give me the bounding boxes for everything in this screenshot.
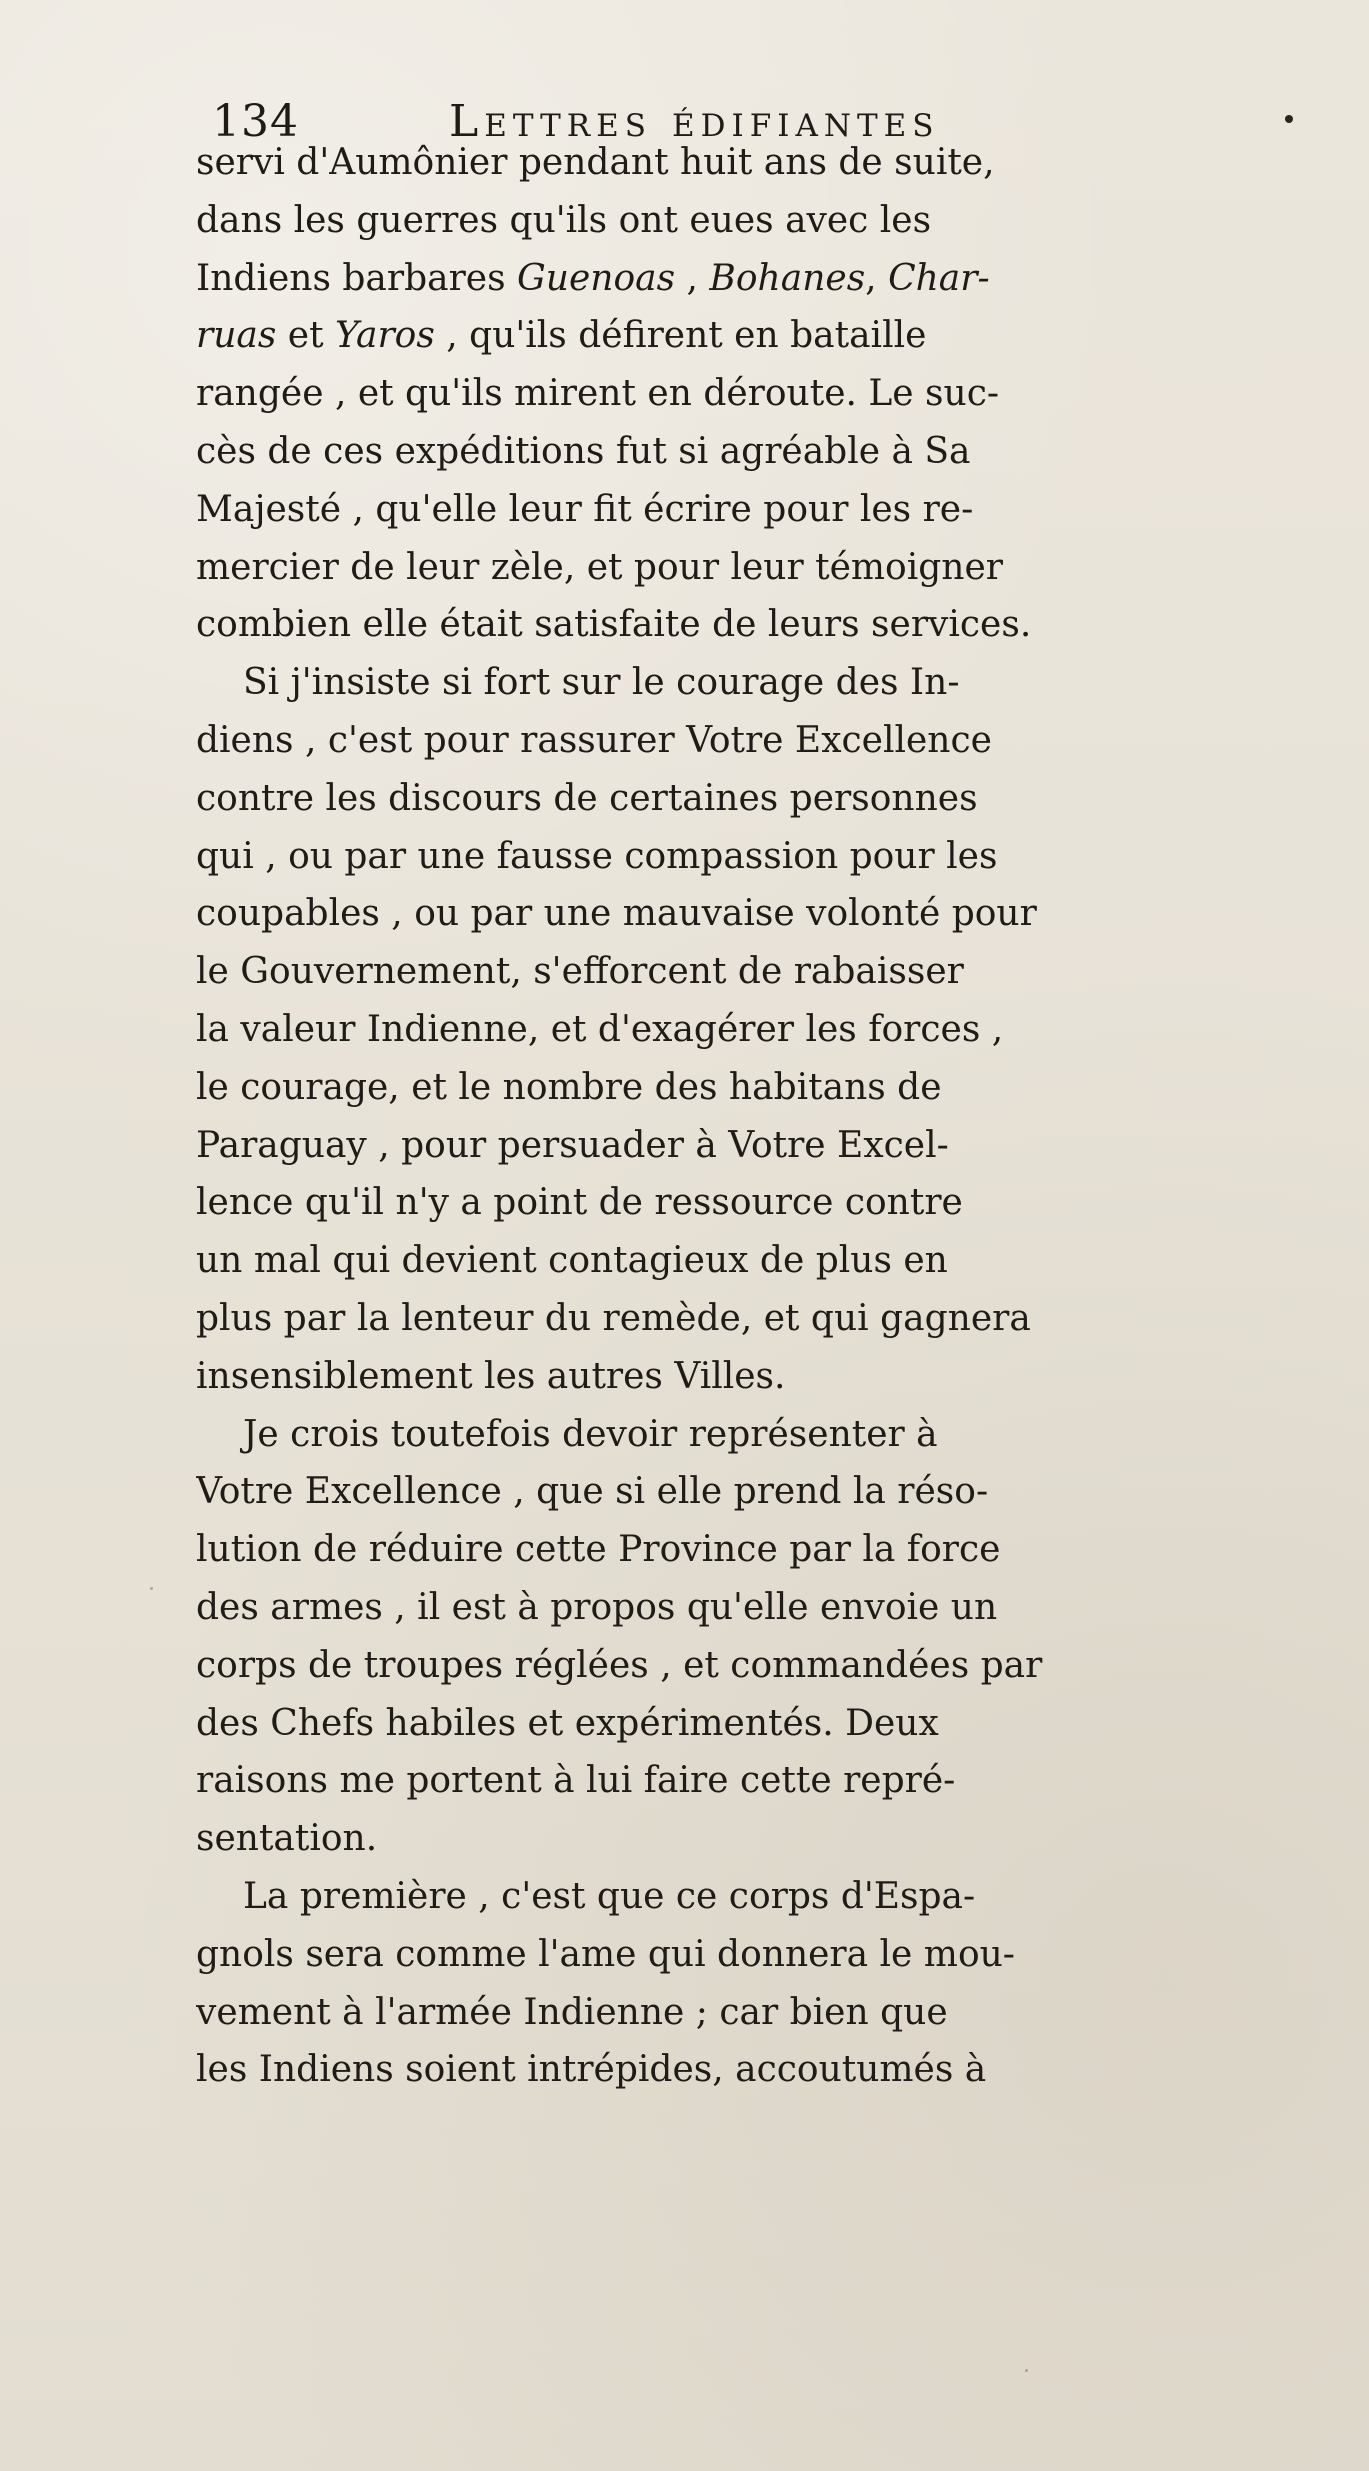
- text-line: lence qu'il n'y a point de ressource contre: [196, 1182, 963, 1224]
- paragraph-start: La première , c'est que ce corps d'Espa-: [243, 1875, 976, 1917]
- text-line: qui , ou par une fausse compassion pour les: [196, 835, 998, 877]
- text-line: plus par la lenteur du remède, et qui gagnera: [196, 1297, 1031, 1339]
- running-head: Lettres édifiantes: [449, 96, 940, 147]
- text-line: lution de réduire cette Province par la force: [196, 1529, 1001, 1571]
- tribe-name-charruas-end: ruas: [196, 315, 277, 357]
- paragraph-start: Si j'insiste si fort sur le courage des In-: [243, 662, 960, 704]
- header-ink-dot: [1285, 115, 1293, 123]
- text-line: gnols sera comme l'ame qui donnera le mou-: [196, 1933, 1015, 1975]
- text-line: raisons me portent à lui faire cette repré-: [196, 1760, 956, 1802]
- text-line: le courage, et le nombre des habitans de: [196, 1066, 942, 1108]
- conjunction: et: [276, 315, 336, 357]
- text-line: la valeur Indienne, et d'exagérer les forces ,: [196, 1008, 1004, 1050]
- separator: ,: [675, 257, 710, 299]
- text-line: les Indiens soient intrépides, accoutumés à: [196, 2049, 987, 2091]
- text-line: Majesté , qu'elle leur fit écrire pour les re-: [196, 488, 974, 530]
- text-line: rangée , et qu'ils mirent en déroute. Le suc-: [196, 373, 1000, 415]
- text-line: sentation.: [196, 1818, 378, 1860]
- page-number: 134: [212, 96, 299, 147]
- paper-speck: [1025, 2369, 1028, 2372]
- text-line: [196, 250, 1306, 308]
- body-text: [196, 134, 1306, 2099]
- line-lead: Indiens barbares: [196, 257, 518, 299]
- separator: ,: [865, 257, 889, 299]
- text-line: mercier de leur zèle, et pour leur témoigner: [196, 546, 1003, 588]
- text-line: Votre Excellence , que si elle prend la réso-: [196, 1471, 989, 1513]
- text-line: des armes , il est à propos qu'elle envoie un: [196, 1586, 998, 1628]
- text-line: le Gouvernement, s'efforcent de rabaisser: [196, 951, 964, 993]
- text-line: Paraguay , pour persuader à Votre Excel-: [196, 1124, 949, 1166]
- paper-speck: [150, 1587, 153, 1590]
- tribe-name-charruas-start: Char-: [888, 257, 990, 299]
- text-line: insensiblement les autres Villes.: [196, 1355, 786, 1397]
- text-line: cès de ces expéditions fut si agréable à Sa: [196, 430, 971, 472]
- text-line: vement à l'armée Indienne ; car bien que: [196, 1991, 948, 2033]
- text-line: des Chefs habiles et expérimentés. Deux: [196, 1702, 939, 1744]
- text-line: un mal qui devient contagieux de plus en: [196, 1240, 948, 1282]
- text-line: combien elle était satisfaite de leurs services.: [196, 604, 1032, 646]
- text-line: coupables , ou par une mauvaise volonté pour: [196, 893, 1037, 935]
- tribe-name-guenoas: Guenoas: [517, 257, 676, 299]
- text-line: servi d'Aumônier pendant huit ans de suite,: [196, 142, 995, 183]
- paragraph-start: Je crois toutefois devoir représenter à: [243, 1413, 938, 1455]
- text-line: corps de troupes réglées , et commandées par: [196, 1644, 1043, 1686]
- text-line: contre les discours de certaines personnes: [196, 777, 978, 819]
- text-line: diens , c'est pour rassurer Votre Excellence: [196, 719, 992, 761]
- line-rest: , qu'ils défirent en bataille: [434, 315, 927, 357]
- tribe-name-bohanes: Bohanes: [709, 257, 866, 299]
- text-line: [196, 307, 1306, 365]
- tribe-name-yaros: Yaros: [335, 315, 435, 357]
- text-line: dans les guerres qu'ils ont eues avec les: [196, 199, 932, 241]
